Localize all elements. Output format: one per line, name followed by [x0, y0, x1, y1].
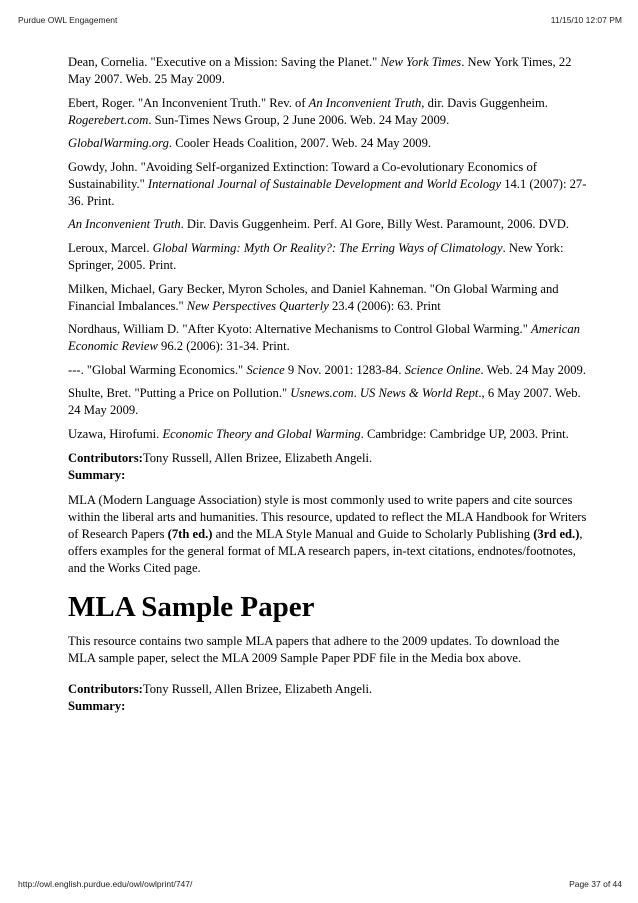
citation-text: . Cambridge: Cambridge UP, 2003. Print. — [360, 426, 569, 441]
contributors-label-2: Contributors: — [68, 681, 143, 696]
citation-italic-title: Science — [246, 362, 285, 377]
citation-text: 96.2 (2006): 31-34. Print. — [157, 339, 290, 354]
citation-entry — [68, 95, 588, 129]
citation-italic-title: International Journal of Sustainable Development and World Ecology — [147, 176, 502, 191]
citation-entry — [68, 54, 588, 88]
contributors-names-2: Tony Russell, Allen Brizee, Elizabeth Angeli. — [142, 681, 373, 696]
summary-bold-edition-1: (7th ed.) — [167, 526, 213, 541]
contributors-label: Contributors: — [68, 450, 143, 465]
citation-entry — [68, 426, 588, 443]
citation-text: 23.4 (2006): 63. Print — [328, 298, 441, 313]
citation-text: . New York Times, 22 May 2007. Web. 25 May 2009. — [68, 55, 572, 86]
citation-italic-title: GlobalWarming.org — [68, 136, 169, 151]
citation-italic-title: An Inconvenient Truth — [68, 217, 181, 232]
citation-italic-title: New York Times — [380, 55, 462, 69]
citation-text: Milken, Michael, Gary Becker, Myron Scholes, and Daniel Kahneman. "On Global Warming and Financial Imbalances." — [68, 281, 559, 313]
summary-bold-edition-2: (3rd ed.) — [533, 526, 580, 541]
summary-paragraph — [68, 492, 588, 577]
citation-entry — [68, 216, 588, 233]
citation-text: Dean, Cornelia. "Executive on a Mission: Saving the Planet." — [68, 55, 381, 69]
contributors-line — [68, 450, 588, 467]
citation-text: , dir. Davis Guggenheim. — [421, 95, 548, 110]
citation-entry — [68, 240, 588, 274]
summary-label: Summary: — [68, 467, 126, 482]
citation-italic-title: US News & World Rept — [359, 386, 479, 401]
citation-entry — [68, 385, 588, 419]
citation-entry — [68, 159, 588, 210]
citation-text: . — [353, 386, 360, 401]
citation-italic-title: Rogerebert.com — [68, 112, 149, 127]
citation-entry — [68, 281, 588, 315]
citation-text: ., 6 May 2007. Web. 24 May 2009. — [68, 386, 581, 418]
print-header-title: Purdue OWL Engagement — [18, 15, 118, 25]
print-header-datetime: 11/15/10 12:07 PM — [550, 15, 622, 25]
citation-text: . Sun-Times News Group, 2 June 2006. Web. 24 May 2009. — [148, 112, 450, 127]
contributors-line-2 — [68, 681, 588, 698]
citation-text: . Web. 24 May 2009. — [480, 362, 586, 377]
citation-text: . Dir. Davis Guggenheim. Perf. Al Gore, Billy West. Paramount, 2006. DVD. — [180, 217, 570, 232]
citation-text: . Cooler Heads Coalition, 2007. Web. 24 May 2009. — [168, 136, 432, 151]
citation-text: Uzawa, Hirofumi. — [68, 426, 163, 441]
citation-text: Nordhaus, William D. "After Kyoto: Alternative Mechanisms to Control Global Warming." — [68, 322, 531, 337]
citation-text: 14.1 (2007): 27-36. Print. — [68, 176, 587, 208]
citation-text: Ebert, Roger. "An Inconvenient Truth." Rev. of — [68, 95, 309, 110]
citation-entry — [68, 362, 588, 379]
citation-text: . New York: Springer, 2005. Print. — [68, 240, 564, 272]
citation-italic-title: Global Warming: Myth Or Reality?: The Erring Ways of Climatology — [152, 240, 503, 255]
citation-text: Shulte, Bret. "Putting a Price on Pollution." — [68, 386, 291, 401]
citation-text: Gowdy, John. "Avoiding Self-organized Extinction: Toward a Co-evolutionary Economics of Sustainability." — [68, 159, 537, 191]
citation-italic-title: New Perspectives Quarterly — [186, 298, 329, 313]
document-body — [68, 54, 588, 723]
citation-text: Leroux, Marcel. — [68, 240, 153, 255]
summary-text-1: MLA (Modern Language Association) style is most commonly used to write papers and cite sources within the liberal arts and humanities. This resource, updated to reflect the MLA Handbook for Writers of Research Papers — [68, 492, 587, 541]
summary-label-2: Summary: — [68, 698, 126, 713]
print-footer-page: Page 37 of 44 — [569, 879, 622, 889]
print-footer-url: http://owl.english.purdue.edu/owl/owlprint/747/ — [18, 879, 193, 889]
summary-text-2: and the MLA Style Manual and Guide to Scholarly Publishing — [212, 526, 534, 541]
section-paragraph: This resource contains two sample MLA papers that adhere to the 2009 updates. To download the MLA sample paper, select the MLA 2009 Sample Paper PDF file in the Media box above. — [68, 633, 560, 665]
section-heading: MLA Sample Paper — [68, 590, 315, 623]
citation-entry — [68, 135, 588, 152]
contributors-names: Tony Russell, Allen Brizee, Elizabeth Angeli. — [142, 450, 373, 465]
citation-italic-title: Economic Theory and Global Warming — [162, 426, 361, 441]
citation-entry — [68, 321, 588, 355]
works-cited-list — [68, 54, 588, 443]
summary-text-3: , offers examples for the general format of MLA research papers, in-text citations, endnotes/footnotes, and the Works Cited page. — [68, 526, 583, 575]
citation-italic-title: American Economic Review — [68, 322, 580, 354]
citation-text: ---. "Global Warming Economics." — [68, 362, 247, 377]
citation-italic-title: An Inconvenient Truth — [308, 95, 422, 110]
citation-italic-title: Science Online — [404, 362, 481, 377]
citation-italic-title: Usnews.com — [290, 386, 354, 401]
citation-text: 9 Nov. 2001: 1283-84. — [284, 362, 405, 377]
